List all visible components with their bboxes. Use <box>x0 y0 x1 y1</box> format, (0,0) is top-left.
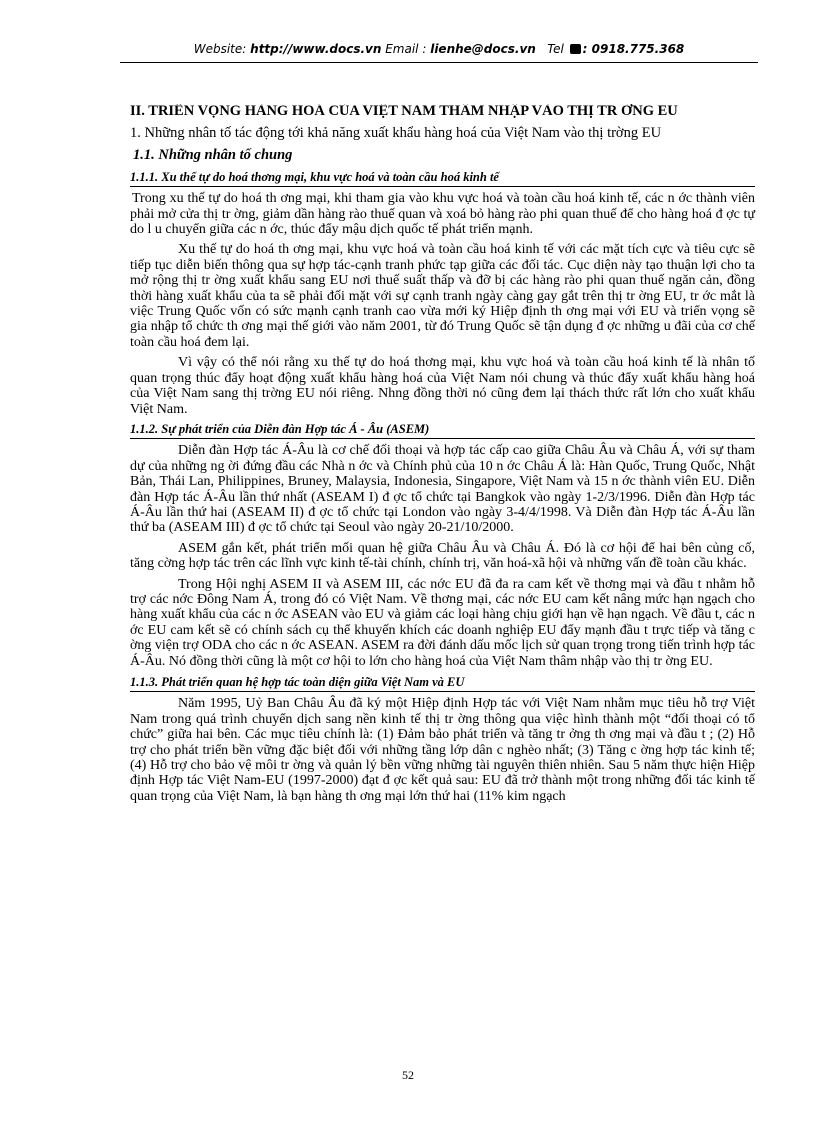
paragraph: Xu thế tự do hoá th ơng mại, khu vực hoá và toàn cầu hoá kinh tế với các mặt tích cực và tiêu cực sẽ tiếp tục diễn biến thông qua sự hợp tác-cạnh tranh phức tạp giữa các đối tác. Cục diện này tạo thuận lợi cho ta mở rộng thị tr ờng xuất khẩu sang EU nơi thuế suất thấp và đỡ bị các hàng rào phi quan thuế ngăn cản, đồng thời hàng xuất khẩu của ta sẽ phải đối mặt với sự cạnh tranh ngày càng gay gắt trên thị tr ờng EU, tr ớc mắt là việc Trung Quốc vốn có sức mạnh cạnh tranh cao vừa mới ký Hiệp định th ơng mại với EU và triển vọng sẽ gia nhập tổ chức th ơng mại thế giới vào năm 2001, từ đó Trung Quốc sẽ tận dụng đ ợc những u đãi của cơ chế toàn cầu hoá đem lại. <box>130 242 755 350</box>
paragraph: Vì vậy có thể nói rằng xu thế tự do hoá thơng mại, khu vực hoá và toàn cầu hoá kinh tế là nhân tố quan trọng thúc đẩy hoạt động xuất khẩu hàng hoá của Việt Nam nói chung và thúc đẩy xuất khẩu hàng hoá của Việt Nam sang thị trờng EU nói riêng. Nhng đồng thời nó cũng đem lại thách thức rất lớn cho xuất khẩu Việt Nam. <box>130 355 755 417</box>
paragraph: Trong Hội nghị ASEM II và ASEM III, các nớc EU đã đa ra cam kết về thơng mại và đầu t nhằm hỗ trợ các nớc Đông Nam Á, trong đó có Việt Nam. Về thơng mại, các nớc EU cam kết nâng mức hạn ngạch cho hàng xuất khẩu của các n ớc ASEAN vào EU và giảm các loại hàng chịu giới hạn về hạn ngạch. Về đầu t, các n ớc EU cam kết sẽ có chính sách cụ thể khuyến khích các doanh nghiệp EU đẩy mạnh đầu t trực tiếp và tăng c ờng viện trợ ODA cho các n ớc ASEAN. ASEM ra đời đánh dấu mốc lịch sử quan trọng trong tiến trình hợp tác Á-Âu. Nó đồng thời cũng là một cơ hội to lớn cho hàng hoá của Việt Nam thâm nhập vào thị tr ờng EU. <box>130 576 755 669</box>
tel-label: Tel <box>547 42 564 56</box>
website-label: Website: <box>193 42 247 56</box>
heading-1-1-2: 1.1.2. Sự phát triển của Diễn đàn Hợp tác Á - Âu (ASEM) <box>130 422 755 439</box>
document-body <box>130 104 755 809</box>
paragraph: Trong xu thế tự do hoá th ơng mại, khi tham gia vào khu vực hoá và toàn cầu hoá kinh tế, các n ớc thành viên phải mở cửa thị tr ờng, giảm dần hàng rào thuế quan và xoá bỏ hàng rào phi quan thuế để cho hàng hoá đ ợc tự do l u chuyển giữa các n ớc, thúc đẩy mậu dịch quốc tế phát triển mạnh. <box>130 191 755 238</box>
phone-icon <box>570 44 581 54</box>
page-number: 52 <box>402 1068 414 1082</box>
paragraph: Năm 1995, Uỷ Ban Châu Âu đã ký một Hiệp định Hợp tác với Việt Nam nhằm mục tiêu hỗ trợ Việt Nam trong quá trình chuyển dịch sang nền kinh tế thị tr ờng thông qua việc hình thành một “đối thoại có tổ chức” giữa hai bên. Các mục tiêu chính là: (1) Đảm bảo phát triển và tăng tr ởng th ơng mại và đầu t ; (2) Hỗ trợ cho phát triển bền vững đặc biệt đối với những tầng lớp dân c nghèo nhất; (3) Tăng c ờng hợp tác kinh tế; (4) Hỗ trợ cho bảo vệ môi tr ờng và quản lý bền vững những tài nguyên thiên nhiên. Sau 5 năm thực hiện Hiệp định Hợp tác Việt Nam-EU (1997-2000) đạt đ ợc kết quả sau: EU đã trở thành một trong những đối tác kinh tế quan trọng của Việt Nam, là bạn hàng th ơng mại lớn thứ hai (11% kim ngạch <box>130 696 755 804</box>
tel-number: : 0918.775.368 <box>582 42 685 56</box>
paragraph: ASEM gắn kết, phát triển mối quan hệ giữa Châu Âu và Châu Á. Đó là cơ hội để hai bên củng cố, tăng cờng hợp tác trên các lĩnh vực kinh tế-tài chính, chính trị, văn hoá-xã hội và những vấn đề toàn cầu khác. <box>130 540 755 572</box>
heading-1-1-1: 1.1.1. Xu thế tự do hoá thơng mại, khu vực hoá và toàn cầu hoá kinh tế <box>130 170 755 187</box>
website-url[interactable]: http://www.docs.vn <box>250 42 382 56</box>
subsection-title: 1. Những nhân tố tác động tới khả năng xuất khẩu hàng hoá của Việt Nam vào thị trờng EU <box>130 125 662 142</box>
page-header <box>120 38 758 63</box>
email-label: Email : <box>385 42 427 56</box>
paragraph: Diễn đàn Hợp tác Á-Âu là cơ chế đối thoại và hợp tác cấp cao giữa Châu Âu và Châu Á, với sự tham dự của những ng ời đứng đầu các Nhà n ớc và Chính phủ của 10 n ớc Châu Á là: Hàn Quốc, Trung Quốc, Nhật Bản, Thái Lan, Philippines, Bruney, Malaysia, Indonesia, Singapore, Việt Nam và 15 n ớc thành viên EU. Diễn đàn Hợp tác Á-Âu lần thứ nhất (ASEAM I) đ ợc tổ chức tại Bangkok vào ngày 1-2/3/1996. Diễn đàn Hợp tác Á-Âu lần thứ hai (ASEAM II) đ ợc tổ chức tại London vào ngày 3-4/4/1998. Và Diễn đàn Hợp tác Á-Âu lần thứ ba (ASEAM III) đ ợc tổ chức tại Seoul vào ngày 20-21/10/2000. <box>130 443 755 536</box>
email-address[interactable]: lienhe@docs.vn <box>430 42 536 56</box>
heading-1-1-3: 1.1.3. Phát triển quan hệ hợp tác toàn diện giữa Việt Nam và EU <box>130 675 755 692</box>
section-title: II. TRIỂN VỌNG HÀNG HOÁ CỦA VIỆT NAM THÂM NHẬP VÀO THỊ TR ỜNG EU <box>130 104 678 119</box>
subsubsection-title: 1.1. Những nhân tố chung <box>133 147 293 164</box>
